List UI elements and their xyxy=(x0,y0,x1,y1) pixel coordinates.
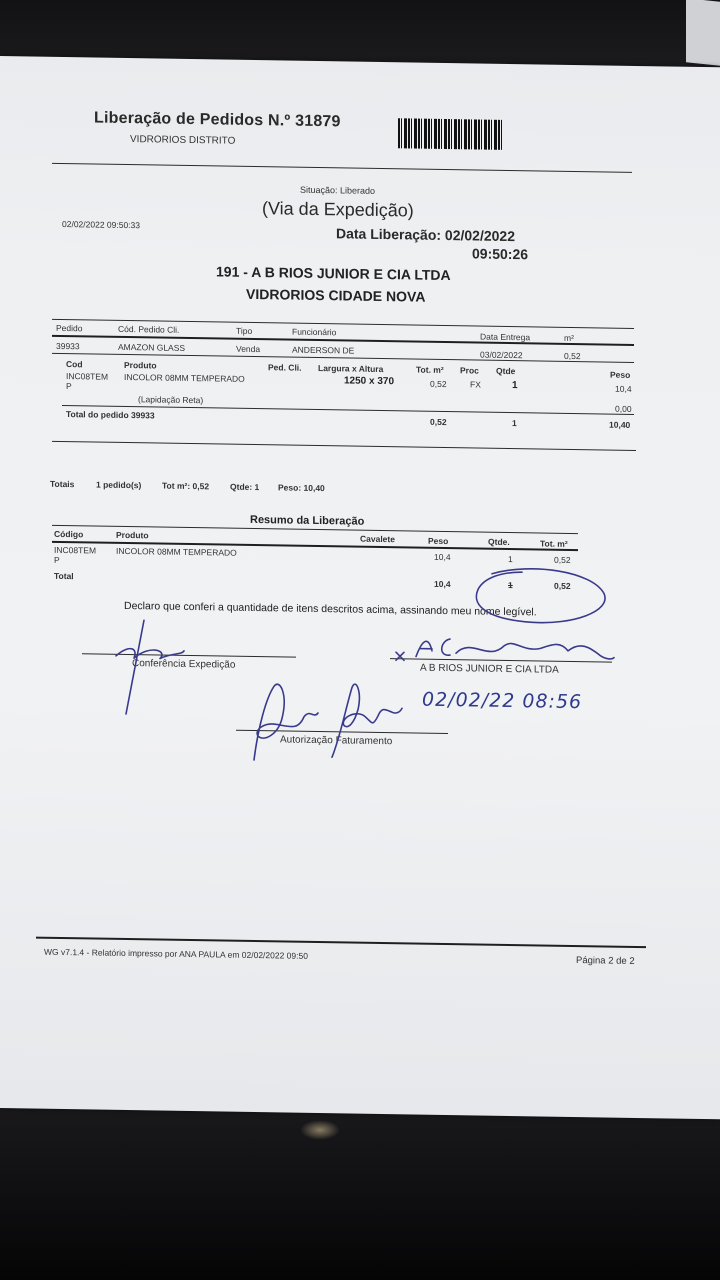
light-glint xyxy=(300,1120,340,1140)
resumo-col-produto: Produto xyxy=(116,529,149,541)
divider xyxy=(52,163,632,173)
resumo-col-tot-m2: Tot. m² xyxy=(540,538,568,549)
client-store: VIDRORIOS CIDADE NOVA xyxy=(246,285,426,305)
item-col-tot-m2: Tot. m² xyxy=(416,364,444,375)
via-expedicao: (Via da Expedição) xyxy=(262,198,414,221)
resumo-col-codigo: Código xyxy=(54,528,84,540)
background-bottom xyxy=(0,1100,720,1280)
col-m2: m² xyxy=(564,332,574,344)
row-funcionario: ANDERSON DE xyxy=(292,344,355,356)
resumo-codigo: INC08TEM xyxy=(54,544,97,556)
item-cod: INC08TEM xyxy=(66,371,109,382)
autorizacao-signature xyxy=(244,678,404,765)
row-pedido: 39933 xyxy=(56,340,80,352)
resumo-total-peso: 10,4 xyxy=(434,578,451,590)
resumo-col-qtde: Qtde. xyxy=(488,536,510,548)
item-col-cod: Cod xyxy=(66,359,83,370)
totais-m2: Tot m²: 0,52 xyxy=(162,480,210,492)
client-signature xyxy=(392,630,618,674)
item-cod-cont: P xyxy=(66,381,72,392)
client-name: 191 - A B RIOS JUNIOR E CIA LTDA xyxy=(216,263,451,284)
data-liberacao: Data Liberação: 02/02/2022 xyxy=(336,225,515,245)
total-pedido-m2: 0,52 xyxy=(430,416,447,428)
resumo-total-qtde: 1 xyxy=(508,579,513,591)
conferencia-signature xyxy=(110,614,200,725)
conferencia-label: Conferência Expedição xyxy=(132,658,236,671)
footer-line xyxy=(36,937,646,949)
item-largura-altura: 1250 x 370 xyxy=(344,375,395,388)
document-page xyxy=(0,56,720,1119)
item-col-produto: Produto xyxy=(124,359,157,371)
item-tot-m2: 0,52 xyxy=(430,378,447,390)
totais-qtde: Qtde: 1 xyxy=(230,481,260,493)
client-signature-label: A B RIOS JUNIOR E CIA LTDA xyxy=(420,662,559,676)
total-pedido-peso: 10,40 xyxy=(609,419,631,430)
paper-corner xyxy=(686,0,720,66)
item-produto: INCOLOR 08MM TEMPERADO xyxy=(124,371,245,384)
footer-printed-by: WG v7.1.4 - Relatório impresso por ANA PAULA em 02/02/2022 09:50 xyxy=(44,946,308,961)
totais-label: Totais xyxy=(50,478,75,490)
lapidacao-label: (Lapidação Reta) xyxy=(138,394,204,406)
situacao-status: Situação: Liberado xyxy=(300,184,376,196)
total-pedido-label: Total do pedido 39933 xyxy=(66,409,155,421)
company-name: VIDRORIOS DISTRITO xyxy=(130,134,236,147)
resumo-total-tot-m2: 0,52 xyxy=(554,580,571,591)
data-liberacao-time: 09:50:26 xyxy=(472,245,529,263)
footer-page-number: Página 2 de 2 xyxy=(576,955,635,967)
document-title: Liberação de Pedidos N.º 31879 xyxy=(94,109,341,131)
resumo-total-label: Total xyxy=(54,570,74,582)
resumo-peso: 10,4 xyxy=(434,551,451,563)
resumo-col-peso: Peso xyxy=(428,535,449,547)
item-col-proc: Proc xyxy=(460,365,479,376)
col-pedido: Pedido xyxy=(56,322,83,334)
declaration-text: Declaro que conferi a quantidade de itens descritos acima, assinando meu nome legível. xyxy=(124,599,537,619)
item-col-peso: Peso xyxy=(610,369,631,380)
row-data-entrega: 03/02/2022 xyxy=(480,349,523,361)
col-tipo: Tipo xyxy=(236,325,253,336)
table-bottom-line xyxy=(52,441,636,451)
resumo-title: Resumo da Liberação xyxy=(250,513,365,528)
col-funcionario: Funcionário xyxy=(292,326,337,338)
printed-datetime: 02/02/2022 09:50:33 xyxy=(62,218,140,231)
resumo-produto: INCOLOR 08MM TEMPERADO xyxy=(116,545,237,558)
item-proc: FX xyxy=(470,379,481,390)
handwritten-circle xyxy=(462,563,612,629)
autorizacao-label: Autorização Faturamento xyxy=(280,734,393,748)
item-col-ped-cli: Ped. Cli. xyxy=(268,362,302,373)
handwritten-date: 02/02/22 08:56 xyxy=(422,688,583,714)
resumo-col-cavalete: Cavalete xyxy=(360,533,395,545)
row-tipo: Venda xyxy=(236,343,261,355)
col-cod-pedido-cli: Cód. Pedido Cli. xyxy=(118,323,180,335)
lapidacao-value: 0,00 xyxy=(615,403,632,414)
col-data-entrega: Data Entrega xyxy=(480,331,531,343)
resumo-tot-m2: 0,52 xyxy=(554,554,571,565)
resumo-codigo-cont: P xyxy=(54,554,60,565)
total-pedido-qtde: 1 xyxy=(512,418,517,429)
item-qtde: 1 xyxy=(512,380,518,392)
barcode xyxy=(398,118,502,150)
item-col-largura-altura: Largura x Altura xyxy=(318,362,384,375)
resumo-qtde: 1 xyxy=(508,553,513,565)
row-m2: 0,52 xyxy=(564,350,581,362)
totais-peso: Peso: 10,40 xyxy=(278,482,325,494)
totais-pedidos: 1 pedido(s) xyxy=(96,479,142,491)
row-cod-pedido-cli: AMAZON GLASS xyxy=(118,341,186,353)
item-col-qtde: Qtde xyxy=(496,365,516,377)
item-peso: 10,4 xyxy=(615,383,632,394)
